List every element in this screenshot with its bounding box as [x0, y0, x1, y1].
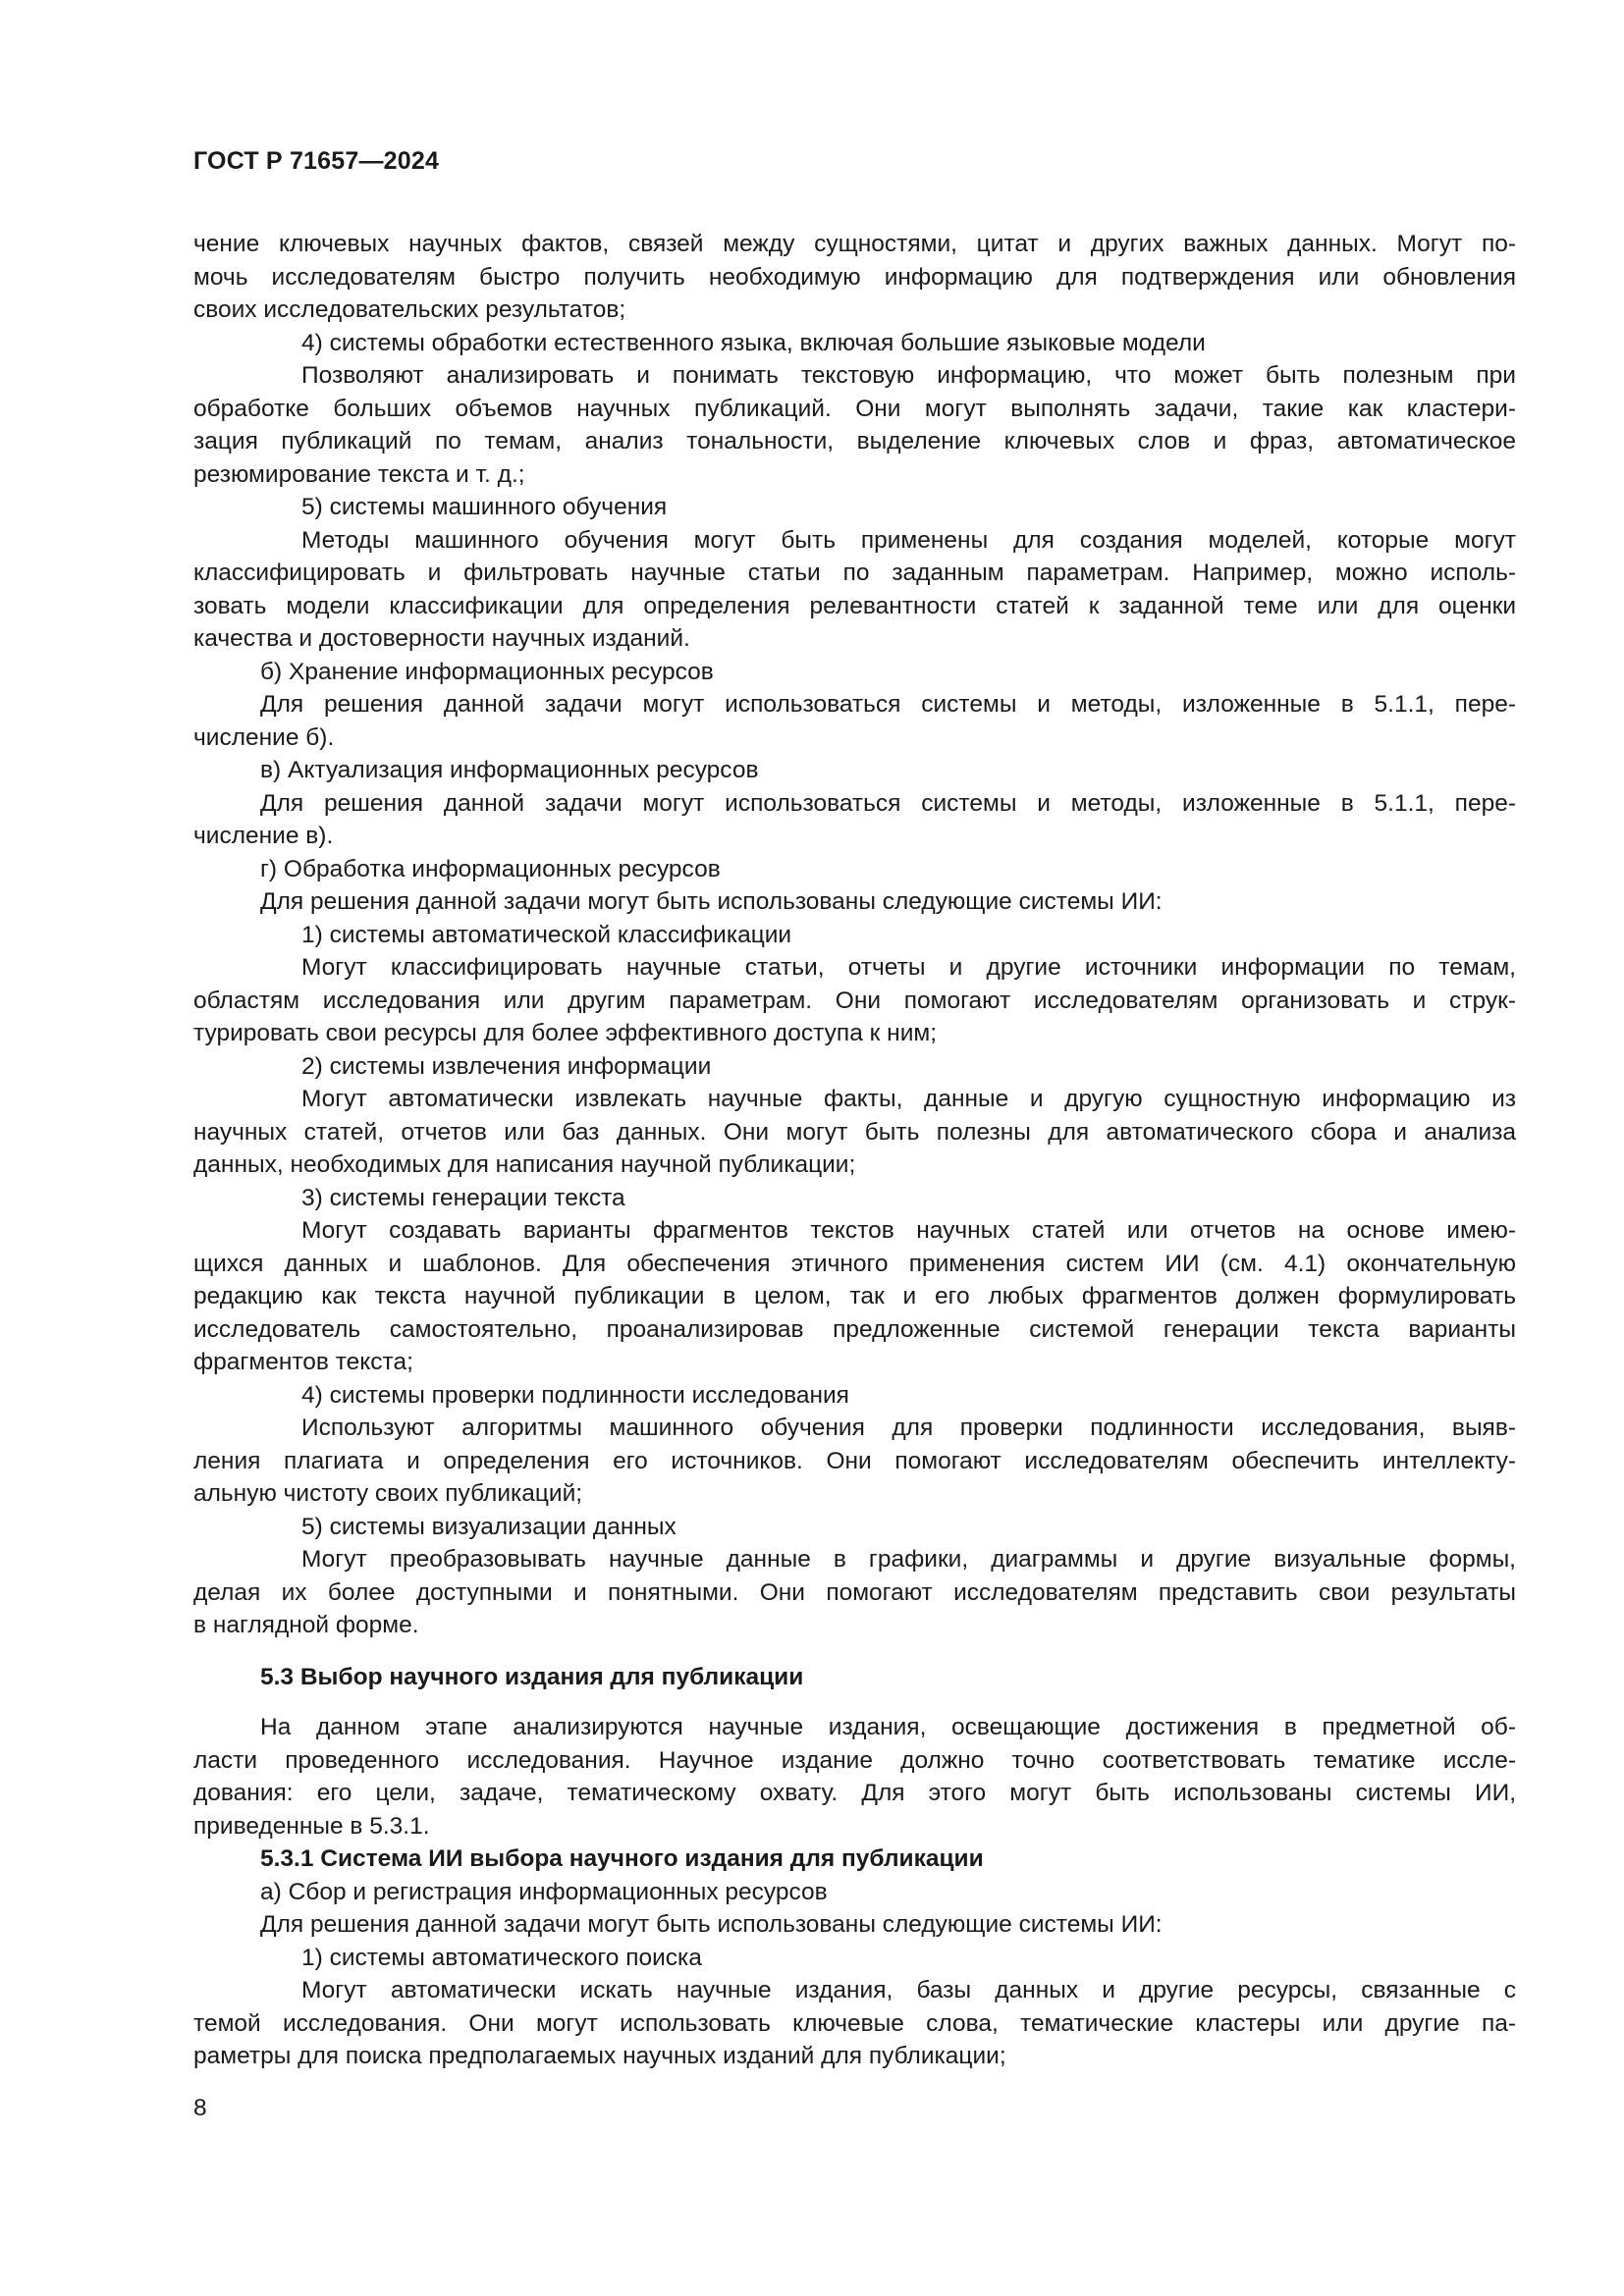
text-line: мочь исследователям быстро получить необходимую информацию для подтверждения или обновления — [193, 263, 1516, 291]
standard-code-header: ГОСТ Р 71657—2024 — [193, 147, 440, 175]
text-line: классифицировать и фильтровать научные статьи по заданным параметрам. Например, можно исполь- — [193, 560, 1516, 586]
text-line: ления плагиата и определения его источников. Они помогают исследователям обеспечить интеллекту- — [193, 1447, 1516, 1474]
text-line: качества и достоверности научных изданий. — [193, 625, 690, 652]
text-line: Могут классифицировать научные статьи, отчеты и другие источники информации по темам, — [301, 954, 1516, 981]
text-line: Для решения данной задачи могут быть использованы следующие системы ИИ: — [260, 1911, 1163, 1938]
text-line: альную чистоту своих публикаций; — [193, 1480, 583, 1507]
text-line: в наглядной форме. — [193, 1612, 419, 1638]
text-line: своих исследовательских результатов; — [193, 296, 626, 323]
section-heading: 5.3 Выбор научного издания для публикации — [260, 1663, 804, 1690]
list-item-title: 3) системы генерации текста — [301, 1184, 625, 1211]
list-item-title: 1) системы автоматической классификации — [301, 921, 792, 948]
text-line: Могут автоматически извлекать научные факты, данные и другую сущностную информацию из — [301, 1086, 1516, 1112]
list-item-title: 4) системы обработки естественного языка, включая большие языковые модели — [301, 329, 1206, 356]
text-line: областям исследования или другим параметрам. Они помогают исследователям организовать и струк- — [193, 987, 1516, 1014]
text-line: Позволяют анализировать и понимать текстовую информацию, что может быть полезным при — [301, 362, 1516, 389]
text-line: приведенные в 5.3.1. — [193, 1812, 430, 1840]
text-line: Для решения данной задачи могут быть использованы следующие системы ИИ: — [260, 888, 1163, 915]
list-item-title: 1) системы автоматического поиска — [301, 1944, 702, 1971]
text-line: На данном этапе анализируются научные издания, освещающие достижения в предметной об- — [260, 1714, 1516, 1740]
text-line: дования: его цели, задаче, тематическому охвату. Для этого могут быть использованы системы ИИ, — [193, 1780, 1516, 1806]
list-item-title: 5) системы визуализации данных — [301, 1513, 677, 1540]
text-line: Могут автоматически искать научные издания, базы данных и другие ресурсы, связанные с — [301, 1977, 1516, 2003]
text-line: темой исследования. Они могут использовать ключевые слова, тематические кластеры или другие па- — [193, 2009, 1516, 2037]
list-item-title: в) Актуализация информационных ресурсов — [260, 757, 759, 783]
text-line: исследователь самостоятельно, проанализировав предложенные системой генерации текста варианты — [193, 1315, 1516, 1343]
text-line: резюмирование текста и т. д.; — [193, 460, 525, 488]
text-line: турировать свои ресурсы для более эффективного доступа к ним; — [193, 1020, 938, 1046]
text-line: зация публикаций по темам, анализ тональности, выделение ключевых слов и фраз, автоматическое — [193, 428, 1516, 454]
text-line: данных, необходимых для написания научной публикации; — [193, 1151, 856, 1178]
text-line: Могут преобразовывать научные данные в графики, диаграммы и другие визуальные формы, — [301, 1546, 1516, 1573]
text-line: Используют алгоритмы машинного обучения для проверки подлинности исследования, выяв- — [301, 1415, 1516, 1441]
text-line: Для решения данной задачи могут использоваться системы и методы, изложенные в 5.1.1, пере- — [260, 789, 1516, 817]
list-item-title: 5) системы машинного обучения — [301, 494, 668, 520]
text-line: обработке больших объемов научных публикаций. Они могут выполнять задачи, такие как кластери- — [193, 395, 1516, 422]
text-line: делая их более доступными и понятными. Они помогают исследователям представить свои результаты — [193, 1578, 1516, 1606]
list-item-title: б) Хранение информационных ресурсов — [260, 658, 714, 685]
text-line: редакцию как текста научной публикации в целом, так и его любых фрагментов должен формулировать — [193, 1283, 1516, 1309]
page-number: 8 — [193, 2095, 207, 2121]
text-line: Могут создавать варианты фрагментов текстов научных статей или отчетов на основе имею- — [301, 1217, 1516, 1244]
text-line: зовать модели классификации для определения релевантности статей к заданной теме или для оценки — [193, 592, 1516, 619]
subsection-heading: 5.3.1 Система ИИ выбора научного издания для публикации — [260, 1845, 984, 1872]
text-line: числение в). — [193, 823, 334, 849]
text-line: числение б). — [193, 723, 335, 751]
text-line: научных статей, отчетов или баз данных. Они могут быть полезны для автоматического сбора и анализа — [193, 1118, 1516, 1146]
body-text — [193, 228, 1516, 2073]
text-line: ласти проведенного исследования. Научное издание должно точно соответствовать тематике иссле- — [193, 1746, 1516, 1774]
list-item-title: 2) системы извлечения информации — [301, 1052, 712, 1080]
text-line: Методы машинного обучения могут быть применены для создания моделей, которые могут — [301, 526, 1516, 554]
list-item-title: 4) системы проверки подлинности исследования — [301, 1381, 849, 1409]
list-item-title: а) Сбор и регистрация информационных ресурсов — [260, 1878, 828, 1905]
text-line: Для решения данной задачи могут использоваться системы и методы, изложенные в 5.1.1, пере- — [260, 691, 1516, 718]
list-item-title: г) Обработка информационных ресурсов — [260, 855, 721, 882]
text-line: раметры для поиска предполагаемых научных изданий для публикации; — [193, 2043, 1006, 2069]
text-line: чение ключевых научных фактов, связей между сущностями, цитат и других важных данных. Могут по- — [193, 231, 1516, 257]
text-line: щихся данных и шаблонов. Для обеспечения этичного применения систем ИИ (см. 4.1) окончательную — [193, 1250, 1516, 1277]
text-line: фрагментов текста; — [193, 1349, 413, 1375]
